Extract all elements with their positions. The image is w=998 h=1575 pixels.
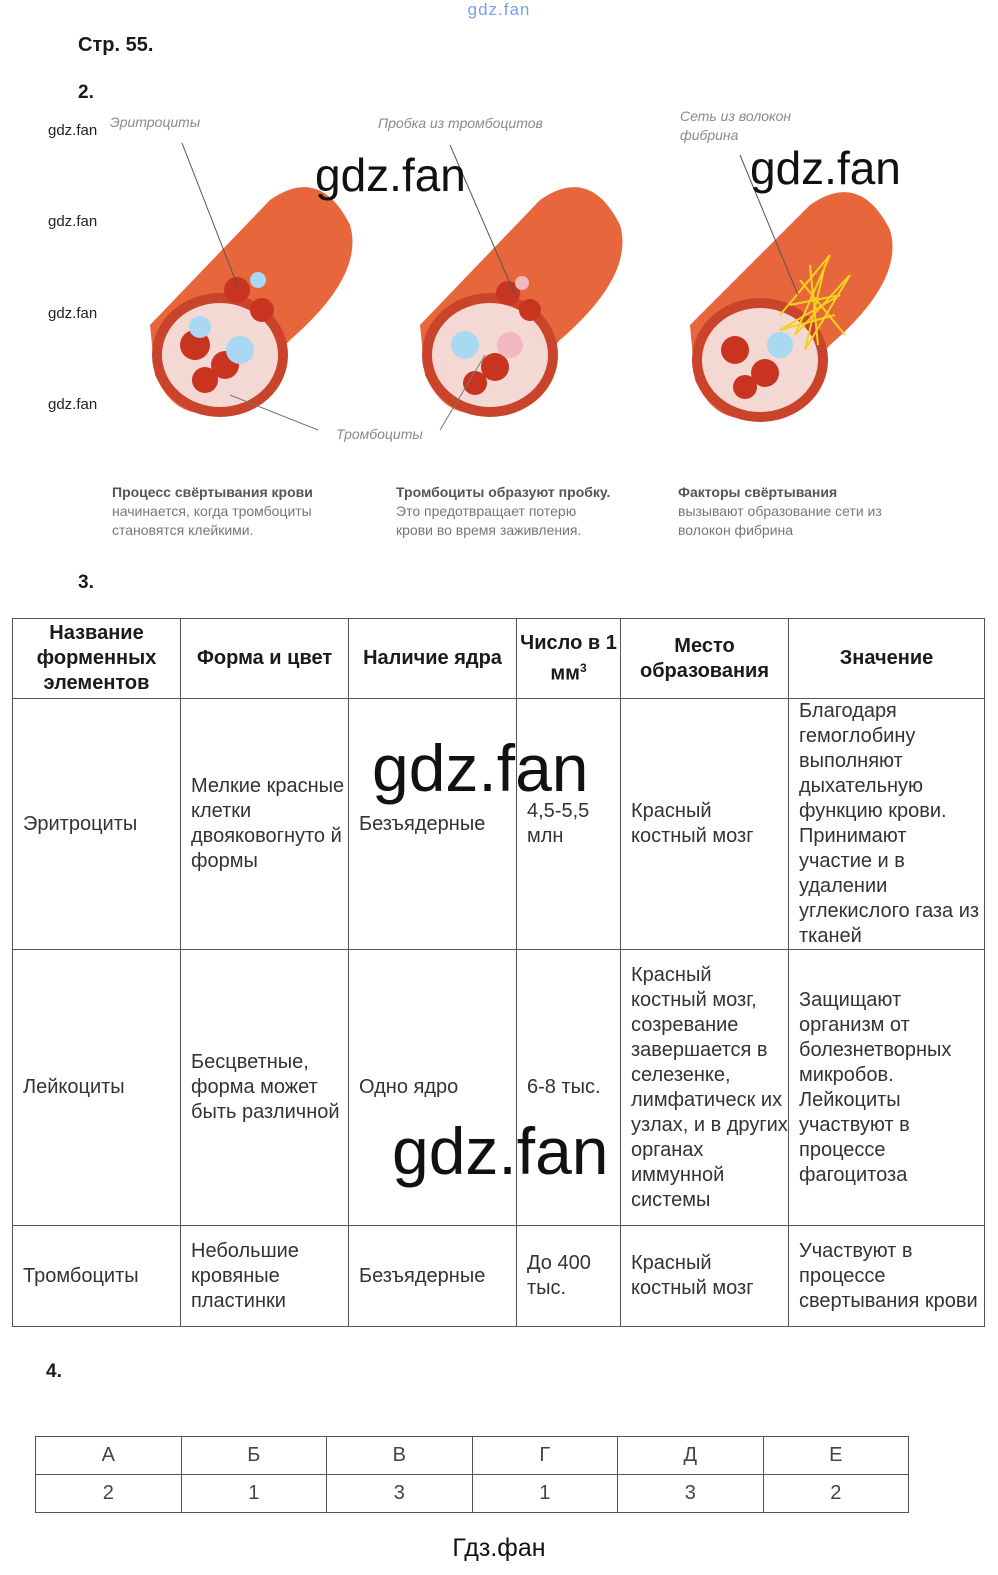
side-watermark: gdz.fan (48, 305, 98, 322)
table-row (36, 1475, 909, 1513)
table-cell: Красный костный мозг, созревание завершается в селезенке, лимфатическ их узлах, и в других органах иммунной системы (621, 950, 789, 1226)
big-watermark: gdz.fan (392, 1114, 609, 1188)
blood-cells-table (12, 618, 985, 1327)
table-cell: Бесцветные, форма может быть различной (181, 950, 349, 1226)
caption-2 (396, 483, 666, 540)
big-watermark: gdz.fan (372, 731, 589, 805)
letter-cell: А (36, 1437, 182, 1475)
table-cell: Красный костный мозг (621, 699, 789, 950)
letter-cell: В (327, 1437, 473, 1475)
caption-title: Процесс свёртывания крови (112, 484, 313, 500)
table-cell: Эритроциты (13, 699, 181, 950)
table-cell: Благодаря гемоглобину выполняют дыхательную функцию крови. Принимают участие и в удалении углекислого газа из тканей (789, 699, 985, 950)
big-watermark: gdz.fan (750, 142, 901, 194)
column-header: Наличие ядра (349, 619, 517, 699)
table-header-row (13, 619, 985, 699)
column-header-text: Число в 1 мм (520, 631, 617, 685)
answer-cell: 1 (472, 1475, 618, 1513)
column-header: Форма и цвет (181, 619, 349, 699)
caption-text: становятся клейкими. (112, 522, 254, 538)
side-watermark: gdz.fan (48, 122, 98, 139)
letter-cell: Д (618, 1437, 764, 1475)
answer-cell: 2 (763, 1475, 909, 1513)
big-watermark: gdz.fan (315, 149, 466, 201)
table-row (13, 1226, 985, 1327)
answer-cell: 3 (618, 1475, 764, 1513)
superscript: 3 (579, 660, 587, 675)
table-cell: Безъядерные (349, 699, 517, 950)
caption-text: начинается, когда тромбоциты (112, 503, 312, 519)
table-cell: До 400 тыс. (517, 1226, 621, 1327)
table-cell: Тромбоциты (13, 1226, 181, 1327)
page-title: Стр. 55. (78, 34, 154, 56)
label-fibrin-line2: фибрина (680, 127, 739, 143)
answers-table (35, 1436, 909, 1513)
letter-cell: Е (763, 1437, 909, 1475)
label-fibrin-line1: Сеть из волокон (680, 108, 792, 124)
section-4-number: 4. (46, 1361, 62, 1382)
answer-cell: 3 (327, 1475, 473, 1513)
section-3-number: 3. (78, 572, 94, 593)
side-watermark: gdz.fan (48, 396, 98, 413)
column-header: Значение (789, 619, 985, 699)
letter-cell: Б (181, 1437, 327, 1475)
caption-text: Это предотвращает потерю (396, 503, 577, 519)
section-2-number: 2. (78, 82, 94, 103)
label-platelets: Тромбоциты (336, 426, 423, 442)
table-cell: 6-8 тыс. (517, 950, 621, 1226)
table-row (36, 1437, 909, 1475)
caption-1 (112, 483, 382, 540)
letter-cell: Г (472, 1437, 618, 1475)
table-cell: 4,5-5,5 млн (517, 699, 621, 950)
caption-text: вызывают образование сети из (678, 503, 882, 519)
caption-3 (678, 483, 948, 540)
top-watermark: gdz.fan (467, 0, 531, 19)
caption-title: Факторы свёртывания (678, 484, 838, 500)
table-cell: Безъядерные (349, 1226, 517, 1327)
column-header (517, 619, 621, 699)
caption-text: крови во время заживления. (396, 522, 582, 538)
table-cell: Лейкоциты (13, 950, 181, 1226)
table-cell: Одно ядро (349, 950, 517, 1226)
caption-title: Тромбоциты образуют пробку. (396, 484, 611, 500)
table-cell: Защищают организм от болезнетворных микробов. Лейкоциты участвуют в процессе фагоцитоза (789, 950, 985, 1226)
label-platelet-plug: Пробка из тромбоцитов (378, 115, 543, 131)
table-cell: Мелкие красные клетки двояковогнуто й формы (181, 699, 349, 950)
label-erythrocytes: Эритроциты (110, 114, 201, 130)
column-header: Название форменных элементов (13, 619, 181, 699)
table-cell: Красный костный мозг (621, 1226, 789, 1327)
caption-text: волокон фибрина (678, 522, 794, 538)
side-watermark: gdz.fan (48, 213, 98, 230)
table-cell: Участвуют в процессе свертывания крови (789, 1226, 985, 1327)
answer-cell: 1 (181, 1475, 327, 1513)
answer-cell: 2 (36, 1475, 182, 1513)
column-header: Место образования (621, 619, 789, 699)
vessel-3 (690, 155, 893, 422)
table-cell: Небольшие кровяные пластинки (181, 1226, 349, 1327)
bottom-watermark: Гдз.фан (452, 1534, 546, 1562)
